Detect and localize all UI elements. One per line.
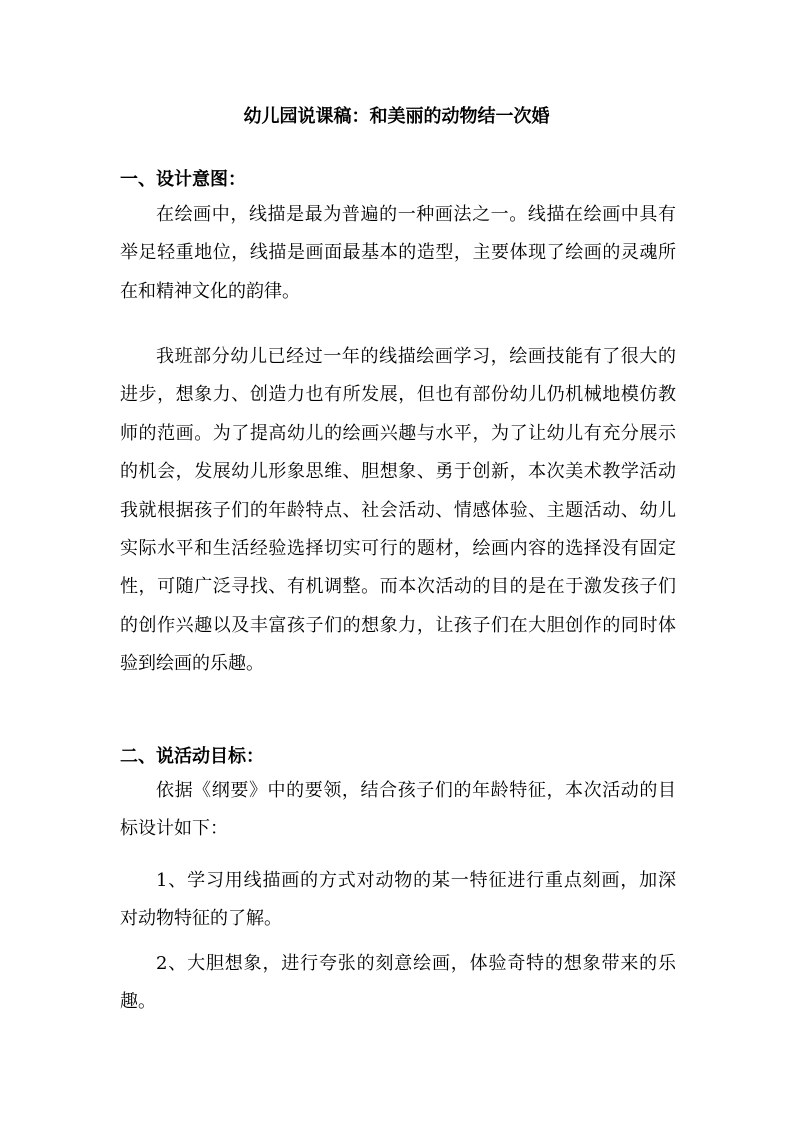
paragraph-goal-1 bbox=[120, 862, 676, 939]
paragraph-line: 师的范画。为了提高幼儿的绘画兴趣与水平，为了让幼儿有充分展示 bbox=[120, 422, 676, 444]
paragraph-line: 1、学习用线描画的方式对动物的某一特征进行重点刻画，加深 bbox=[156, 870, 676, 891]
paragraph-line: 举足轻重地位，线描是画面最基本的造型，主要体现了绘画的灵魂所 bbox=[120, 242, 676, 264]
paragraph-line: 对动物特征的了解。 bbox=[120, 908, 282, 930]
paragraph-line: 性，可随广泛寻找、有机调整。而本次活动的目的是在于激发孩子们 bbox=[120, 576, 676, 598]
paragraph-line: 在绘画中，线描是最为普遍的一种画法之一。线描在绘画中具有 bbox=[156, 204, 676, 225]
paragraph-design-intent-1 bbox=[120, 196, 676, 311]
paragraph-line: 依据《纲要》中的要领，结合孩子们的年龄特征，本次活动的目 bbox=[156, 780, 676, 801]
section-heading-activity-goals: 二、说活动目标： bbox=[120, 746, 264, 767]
paragraph-line: 我就根据孩子们的年龄特点、社会活动、情感体验、主题活动、幼儿 bbox=[120, 499, 676, 521]
paragraph-line: 的机会，发展幼儿形象思维、胆想象、勇于创新，本次美术教学活动 bbox=[120, 461, 676, 483]
paragraph-line: 在和精神文化的韵律。 bbox=[120, 280, 300, 302]
paragraph-line: 验到绘画的乐趣。 bbox=[120, 653, 264, 675]
paragraph-line: 2、大胆想象，进行夸张的刻意绘画，体验奇特的想象带来的乐 bbox=[156, 953, 676, 974]
document-title: 幼儿园说课稿：和美丽的动物结一次婚 bbox=[243, 106, 550, 127]
paragraph-line: 实际水平和生活经验选择切实可行的题材，绘画内容的选择没有固定 bbox=[120, 538, 676, 560]
paragraph-goal-2 bbox=[120, 945, 676, 1022]
paragraph-line: 的创作兴趣以及丰富孩子们的想象力，让孩子们在大胆创作的同时体 bbox=[120, 614, 676, 636]
paragraph-design-intent-2 bbox=[120, 338, 676, 684]
paragraph-line: 进步，想象力、创造力也有所发展，但也有部份幼儿仍机械地模仿教 bbox=[120, 384, 676, 406]
paragraph-line: 标设计如下： bbox=[120, 818, 228, 840]
paragraph-line: 我班部分幼儿已经过一年的线描绘画学习，绘画技能有了很大的 bbox=[156, 346, 676, 367]
paragraph-activity-goals-intro bbox=[120, 772, 676, 849]
section-heading-design-intent: 一、设计意图： bbox=[120, 169, 246, 190]
paragraph-line: 趣。 bbox=[120, 991, 156, 1013]
